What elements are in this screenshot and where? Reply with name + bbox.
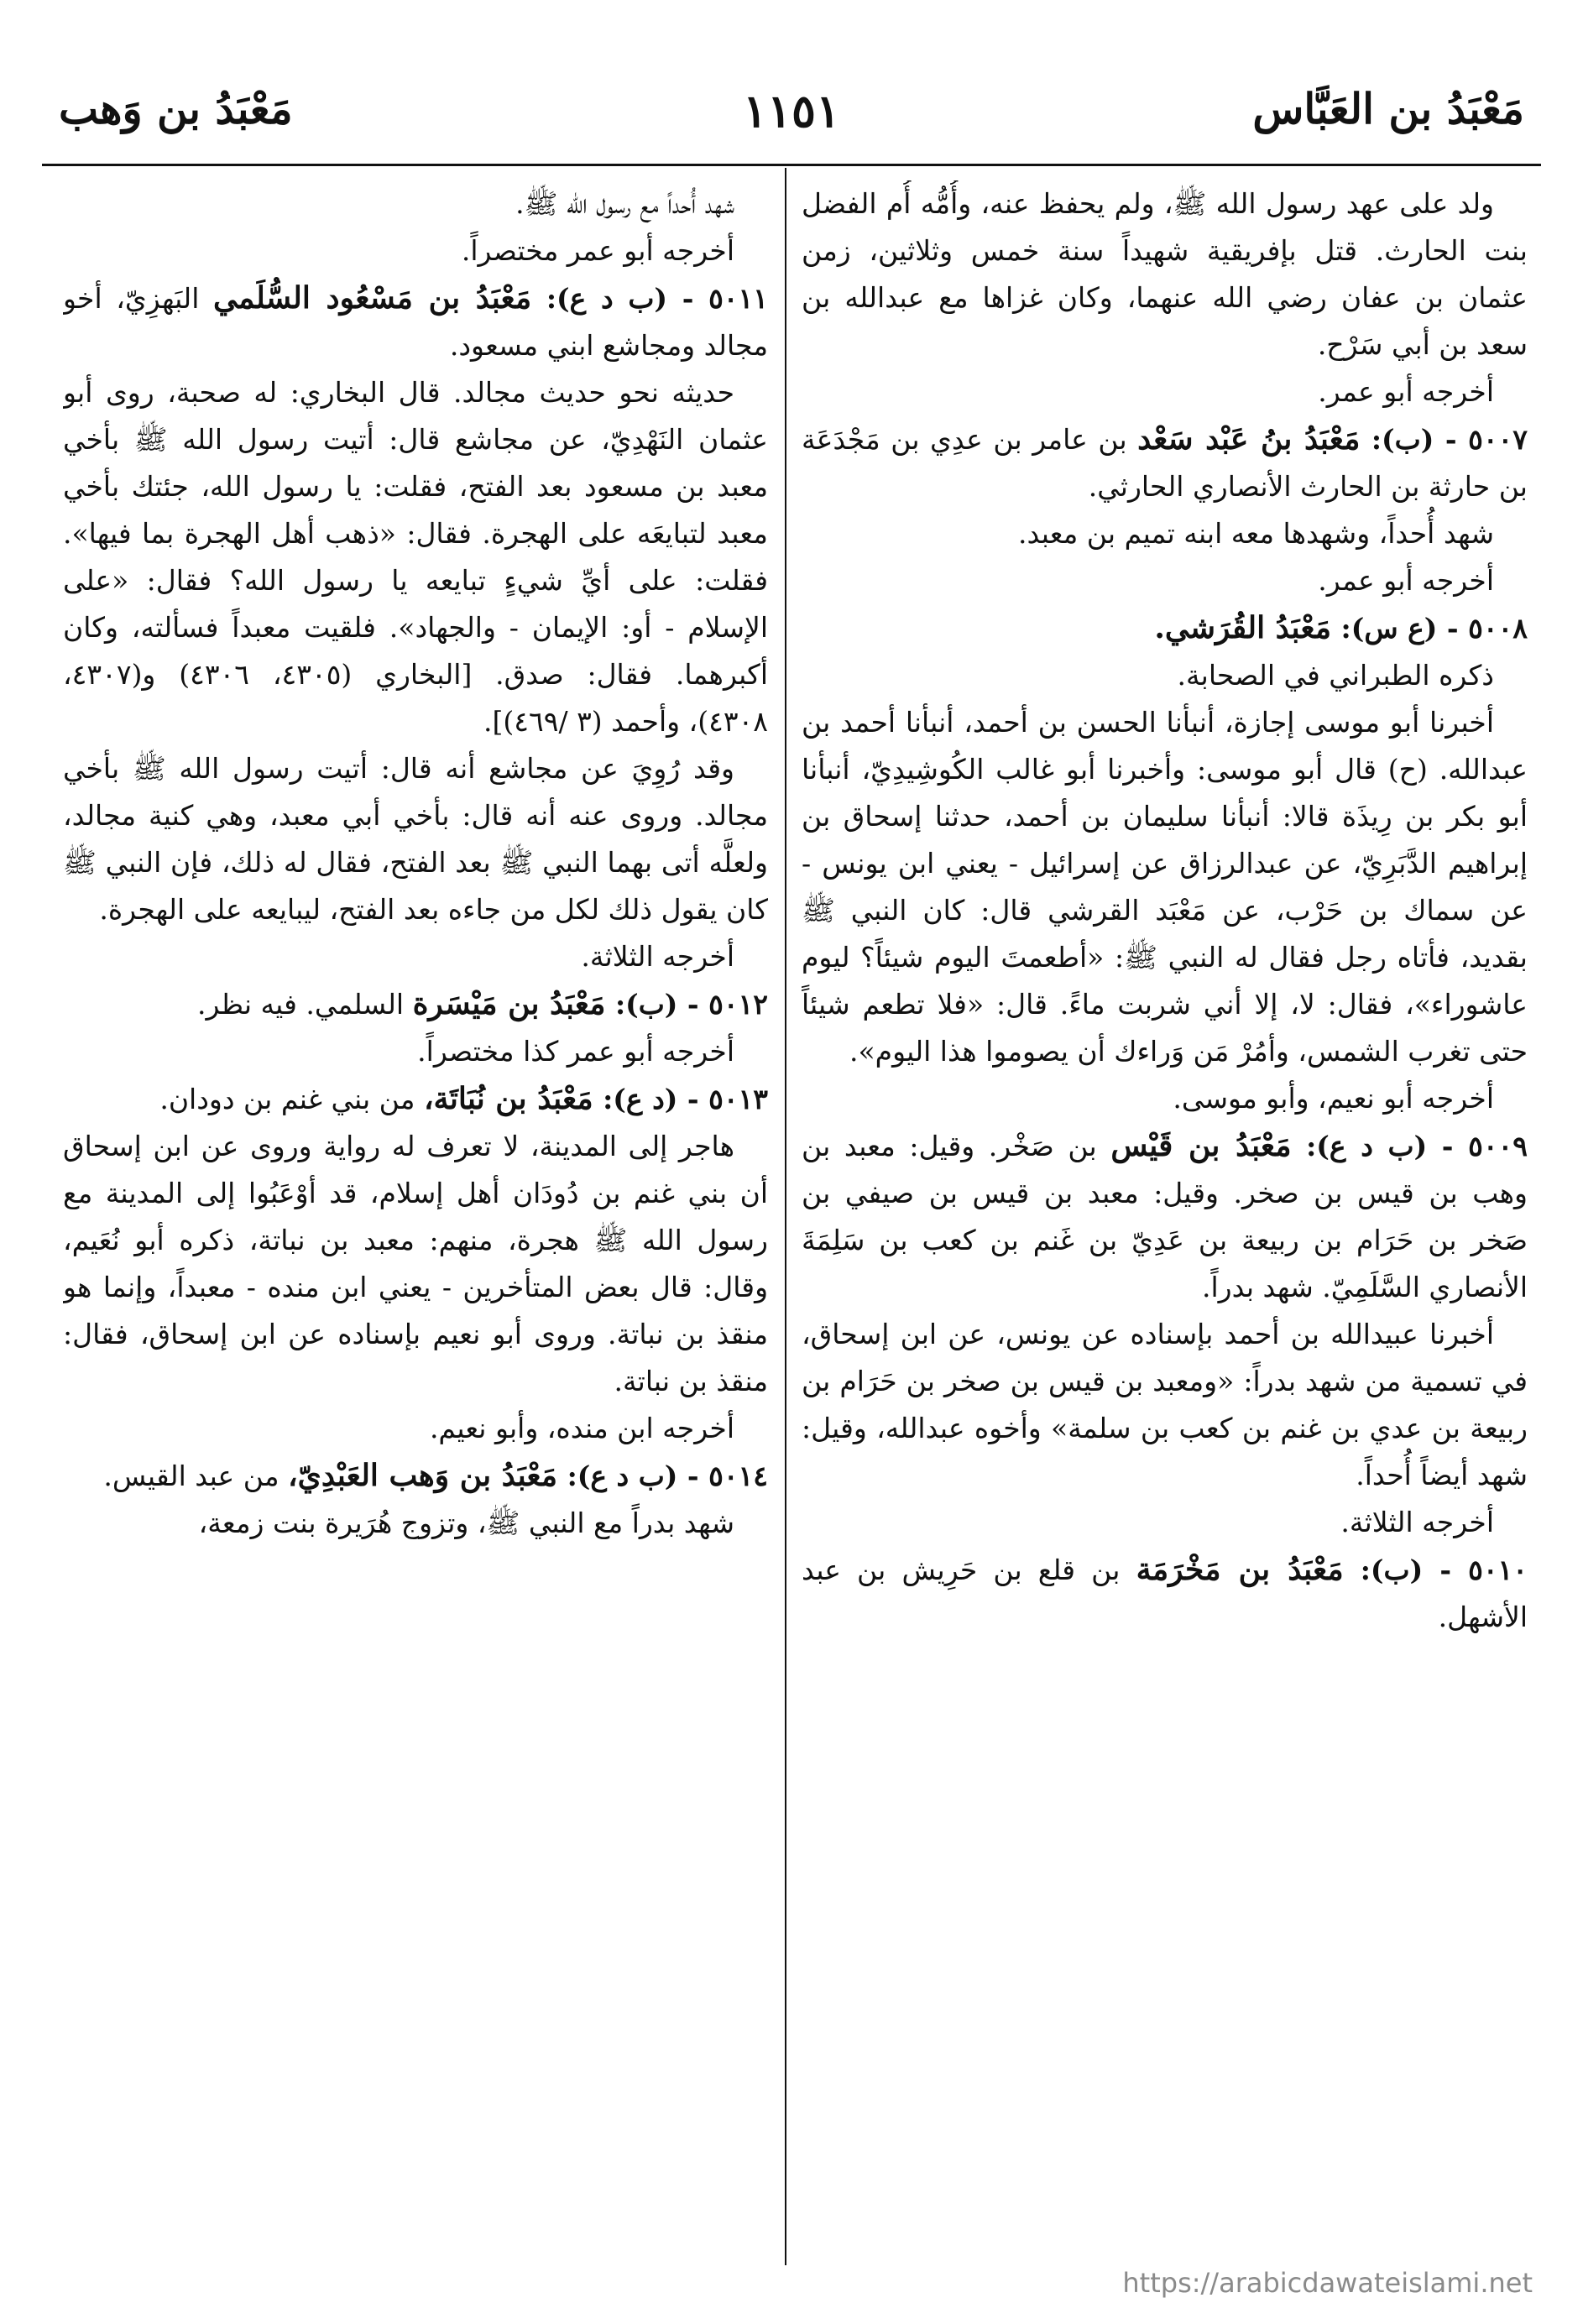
entry-name: مَعْبَدُ بن قَيْس xyxy=(1110,1128,1292,1163)
entry-name: مَعْبَدُ بنُ عَبْد سَعْد xyxy=(1137,421,1361,457)
entry-heading xyxy=(63,274,768,369)
paragraph: شهد أُحداً، وشهدها معه ابنه تميم بن معبد. xyxy=(1017,517,1494,550)
entry-name: مَعْبَدُ بن مَيْسَرة xyxy=(412,986,606,1021)
paragraph: هاجر إلى المدينة، لا تعرف له رواية وروى عن ابن إسحاق أن بني غنم بن دُودَان أهل إسلام، قد أوْعَبُوا إلى المدينة مع رسول الله ﷺ هجرة، منهم: معبد بن نباتة، ذكره أبو نُعَيم، وقال: قال بعض المتأخرين - يعني ابن منده - معبداً، وإنما هو منقذ بن نباتة. وروى أبو نعيم بإسناده عن ابن إسحاق، فقال: منقذ بن نباتة. xyxy=(63,1130,768,1397)
watermark: https://arabicdawateislami.net xyxy=(1122,2267,1533,2299)
entry-lineage: من بني غنم بن دودان. xyxy=(159,1083,424,1115)
entry-lineage: بن قلع بن حَرِيش بن عبد الأشهل. xyxy=(802,1554,1528,1633)
entry-name: مَعْبَدُ القُرَشي. xyxy=(1154,610,1332,645)
paragraph: أخرجه أبو عمر. xyxy=(1318,375,1494,408)
entry-name: مَعْبَدُ بن وَهب العَبْدِيّ، xyxy=(288,1458,558,1493)
entry-heading xyxy=(63,980,768,1028)
entry-heading xyxy=(802,1122,1528,1311)
entry-heading xyxy=(802,1546,1528,1641)
paragraph: شهد أُحداً مع رسول الله ﷺ. xyxy=(515,187,734,220)
entry-lineage: بن صَخْر. وقيل: معبد بن وهب بن قيس بن صخر. وقيل: معبد بن قيس بن صيفي بن صَخر بن حَرَام بن ربيعة بن عَدِيّ بن غَنم بن كعب بن سَلِمَةَ الأنصاري السَّلَمِيّ. شهد بدراً. xyxy=(802,1130,1528,1303)
left-column xyxy=(63,180,768,2245)
page-header xyxy=(59,84,1524,159)
entry-number: ٥٠١٠ - (ب): xyxy=(1343,1554,1528,1586)
paragraph: ذكره الطبراني في الصحابة. xyxy=(1177,659,1494,692)
paragraph: وقد رُوِيَ عن مجاشع أنه قال: أتيت رسول الله ﷺ بأخي مجالد. وروى عنه أنه قال: بأخي أبي معبد، وهي كنية مجالد، ولعلَّه أتى بهما النبي ﷺ بعد الفتح، فقال له ذلك، فإن النبي ﷺ كان يقول ذلك لكل من جاءه بعد الفتح، ليبايعه على الهجرة. xyxy=(63,752,768,926)
entry-heading xyxy=(802,604,1528,652)
paragraph: ولد على عهد رسول الله ﷺ، ولم يحفظ عنه، وأُمُّه أُم الفضل بنت الحارث. قتل بإفريقية شهيداً سنة خمس وثلاثين، زمن عثمان بن عفان رضي الله عنهما، وكان غزاها مع عبدالله بن سعد بن أبي سَرْح. xyxy=(802,187,1528,361)
entry-heading xyxy=(63,1075,768,1123)
entry-number: ٥٠٠٧ - (ب): xyxy=(1360,423,1528,456)
entry-number: ٥٠٠٨ - (ع س): xyxy=(1331,612,1528,645)
paragraph: أخرجه أبو نعيم، وأبو موسى. xyxy=(1173,1082,1494,1115)
entry-name: مَعْبَدُ بن مَسْعُود السُّلَمي xyxy=(213,280,532,316)
page-number: ١١٥١ xyxy=(742,84,840,138)
entry-lineage: بن عامر بن عدِي بن مَجْدَعَة بن حارثة بن الحارث الأنصاري الحارثي. xyxy=(802,423,1528,503)
entry-heading xyxy=(63,1452,768,1500)
entry-name: مَعْبَدُ بن مَخْرَمَة xyxy=(1136,1552,1344,1587)
paragraph: أخبرنا عبيدالله بن أحمد بإسناده عن يونس، عن ابن إسحاق، في تسمية من شهد بدراً: «ومعبد بن قيس بن صخر بن حَرَام بن ربيعة بن عدي بن غنم بن كعب بن سلمة» وأخوه عبدالله، وقيل: شهد أيضاً أُحداً. xyxy=(802,1318,1528,1491)
entry-number: ٥٠١٣ - (د ع): xyxy=(593,1083,768,1115)
paragraph: أخرجه ابن منده، وأبو نعيم. xyxy=(429,1412,734,1444)
entry-name: مَعْبَدُ بن نُبَاتَة، xyxy=(423,1081,593,1116)
entry-number: ٥٠١٢ - (ب): xyxy=(605,988,768,1021)
column-divider xyxy=(785,168,786,2265)
running-title-right: مَعْبَدُ بن العَبَّاس xyxy=(1252,84,1524,133)
paragraph: أخرجه الثلاثة. xyxy=(1340,1506,1494,1538)
entry-lineage: السلمي. فيه نظر. xyxy=(197,988,413,1021)
paragraph: أخرجه أبو عمر. xyxy=(1318,564,1494,597)
right-column xyxy=(802,180,1528,2245)
paragraph: أخرجه أبو عمر كذا مختصراً. xyxy=(417,1035,734,1068)
entry-number: ٥٠٠٩ - (ب د ع): xyxy=(1291,1130,1528,1162)
entry-number: ٥٠١١ - (ب د ع): xyxy=(531,282,768,315)
entry-lineage: من عبد القيس. xyxy=(103,1460,289,1492)
running-title-left: مَعْبَدُ بن وَهب xyxy=(59,84,293,133)
paragraph: شهد بدراً مع النبي ﷺ، وتزوج هُرَيرة بنت زمعة، xyxy=(198,1507,734,1539)
paragraph: أخبرنا أبو موسى إجازة، أنبأنا الحسن بن أحمد، أنبأنا أحمد بن عبدالله. (ح) قال أبو موسى: وأخبرنا أبو غالب الكُوشِيدِيّ، أنبأنا أبو بكر بن رِيذَة قالا: أنبأنا سليمان بن أحمد، حدثنا إسحاق بن إبراهيم الدَّبَرِيّ، عن عبدالرزاق عن إسرائيل - يعني ابن يونس - عن سماك بن حَرْب، عن مَعْبَد القرشي قال: كان النبي ﷺ بقديد، فأتاه رجل فقال له النبي ﷺ: «أطعمتَ اليوم شيئاً؟ ليوم عاشوراء»، فقال: لا، إلا أني شربت ماءً. قال: «فلا تطعم شيئاً حتى تغرب الشمس، وأمُرْ مَن وَراءك أن يصوموا هذا اليوم». xyxy=(802,706,1528,1068)
paragraph: أخرجه أبو عمر مختصراً. xyxy=(461,234,734,267)
header-rule xyxy=(42,164,1541,166)
entry-number: ٥٠١٤ - (ب د ع): xyxy=(557,1460,768,1492)
paragraph: حديثه نحو حديث مجالد. قال البخاري: له صحبة، روى أبو عثمان النَهْدِيّ، عن مجاشع قال: أتيت رسول الله ﷺ بأخي معبد بن مسعود بعد الفتح، فقلت: يا رسول الله، جئتك بأخي معبد لتبايعَه على الهجرة. فقال: «ذهب أهل الهجرة بما فيها». فقلت: على أيِّ شيءٍ تبايعه يا رسول الله؟ فقال: «على الإسلام - أو: الإيمان - والجهاد». فلقيت معبداً فسألته، وكان أكبرهما. فقال: صدق. [البخاري (٤٣٠٥، ٤٣٠٦) و(٤٣٠٧، ٤٣٠٨)، وأحمد (٣ /٤٦٩)]. xyxy=(63,376,768,738)
paragraph: أخرجه الثلاثة. xyxy=(581,940,734,973)
entry-lineage: البَهزِيّ، أخو مجالد ومجاشع ابني مسعود. xyxy=(63,282,768,362)
entry-heading xyxy=(802,415,1528,510)
